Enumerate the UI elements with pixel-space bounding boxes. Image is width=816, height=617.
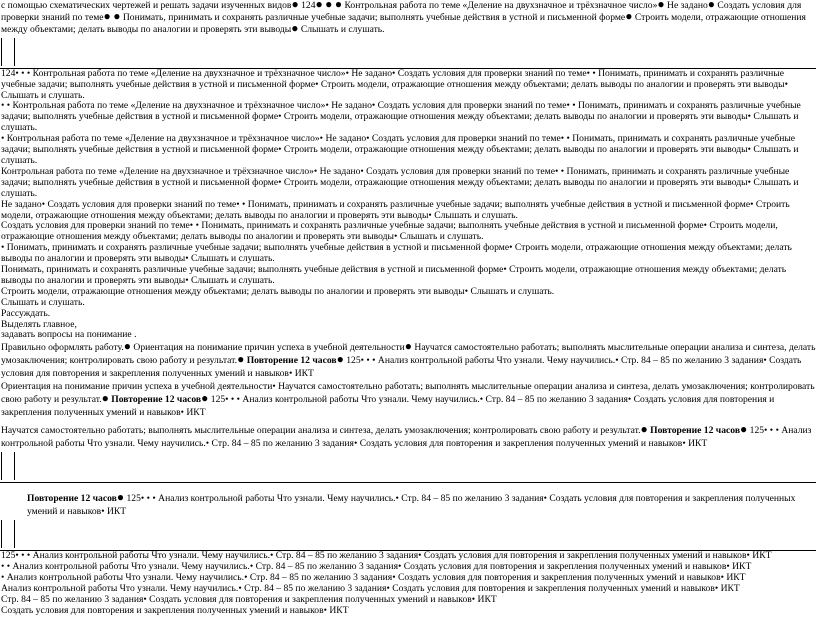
text-block-7 <box>0 551 816 616</box>
bullet-icon: ● <box>334 0 343 11</box>
bullet-icon: ● <box>291 0 299 11</box>
bullet-icon: ● <box>657 0 665 11</box>
list-item: 124• • • Контрольная работа по теме «Деление на двухзначное и трёхзначное число»• Не задано• Создать условия для проверки знаний по теме• • Понимать, принимать и сохранять различные учебные задачи; выполнять учебные действия в устной и письменной форме• Строить модели, отражающие отношения между объектами; делать выводы по аналогии и проверять эти выводы• Слышать и слушать. <box>1 67 788 101</box>
list-item: Создать условия для повторения и закрепления полученных умений и навыков• ИКТ <box>1 604 349 616</box>
table-cell-box <box>1 38 15 66</box>
bullet-icon: ● <box>101 391 109 406</box>
paragraph-intro: с помощью схематических чертежей и решать задачи изученных видов● 124● ● ● Контрольная работа по теме «Деление на двухзначное и трёхзначное число»● Не задано● Создать условия для проверки знаний по теме● ● Понимать, принимать и сохранять различные учебные задачи; выполнять учебные действия в устной и письменной форме● Строить модели, отражающие отношения между объектами; делать выводы по аналогии и проверять эти выводы● Слышать и слушать. <box>0 0 816 36</box>
bullet-icon: ● <box>291 20 299 35</box>
bullet-icon: ● <box>625 8 633 23</box>
bullet-icon: ● <box>116 490 125 505</box>
bullet-icon: ● <box>740 422 748 437</box>
bullet-icon: ● <box>404 339 413 354</box>
list-item: задавать вопросы на понимание . <box>1 329 137 341</box>
bullet-icon: ● <box>123 339 131 354</box>
section-heading: Повторение 12 часов <box>111 394 202 406</box>
bullet-icon: ● <box>103 8 111 23</box>
list-item: Анализ контрольной работы Что узнали. Чему научились.• Стр. 84 – 85 по желанию 3 задания• Создать условия для повторения и закрепления полученных умений и навыков• ИКТ <box>1 583 740 595</box>
section-heading: Повторение 12 часов <box>650 425 741 437</box>
list-item: Контрольная работа по теме «Деление на двухзначное и трёхзначное число»• Не задано• Создать условия для проверки знаний по теме• • Понимать, принимать и сохранять различные учебные задачи; выполнять учебные действия в устной и письменной форме• Строить модели, отражающие отношения между объектами; делать выводы по аналогии и проверять эти выводы• Слышать и слушать. <box>1 165 799 199</box>
paragraph-block-6: Повторение 12 часов● 125• • • Анализ контрольной работы Что узнали. Чему научились.• Стр. 84 – 85 по желанию 3 задания• Создать условия для повторения и закрепления полученных умений и навыков• ИКТ <box>27 490 796 518</box>
list-item: Выделять главное, <box>1 318 77 330</box>
bullet-icon: ● <box>640 422 648 437</box>
text-block-2 <box>0 69 816 342</box>
list-item: Создать условия для проверки знаний по теме• • Понимать, принимать и сохранять различные учебные задачи; выполнять учебные действия в устной и письменной форме• Строить модели, отражающие отношения между объектами; делать выводы по аналогии и проверять эти выводы• Слышать и слушать. <box>1 220 778 243</box>
bullet-icon: ● <box>325 0 333 11</box>
list-item: 125• • • Анализ контрольной работы Что узнали. Чему научились.• Стр. 84 – 85 по желанию 3 задания• Создать условия для повторения и закрепления полученных умений и навыков• ИКТ <box>1 550 772 562</box>
section-heading: Повторение 12 часов <box>27 493 117 505</box>
bullet-icon: ● <box>201 391 209 406</box>
bullet-icon: ● <box>707 0 716 11</box>
list-item: Слышать и слушать. <box>1 296 85 308</box>
paragraph-block-5: Научатся самостоятельно работать; выполнять мыслительные операции анализа и синтеза, делать умозаключения; контролировать свою работу и результат.● Повторение 12 часов● 125• • • Анализ контрольной работы Что узнали. Чему научились.• Стр. 84 – 85 по желанию 3 задания• Создать условия для повторения и закрепления полученных умений и навыков• ИКТ <box>1 422 812 450</box>
section-heading: Повторение 12 часов <box>246 355 337 367</box>
list-item: Стр. 84 – 85 по желанию 3 задания• Создать условия для повторения и закрепления полученных умений и навыков• ИКТ <box>1 594 497 605</box>
list-item: • Анализ контрольной работы Что узнали. Чему научились.• Стр. 84 – 85 по желанию 3 задания• Создать условия для повторения и закрепления полученных умений и навыков• ИКТ <box>1 572 746 584</box>
list-item: • Контрольная работа по теме «Деление на двухзначное и трёхзначное число»• Не задано• Создать условия для проверки знаний по теме• • Понимать, принимать и сохранять различные учебные задачи; выполнять учебные действия в устной и письменной форме• Строить модели, отражающие отношения между объектами; делать выводы по аналогии и проверять эти выводы• Слышать и слушать. <box>1 133 799 166</box>
bullet-icon: ● <box>315 0 323 11</box>
list-item: Понимать, принимать и сохранять различные учебные задачи; выполнять учебные действия в устной и письменной форме• Строить модели, отражающие отношения между объектами; делать выводы по аналогии и проверять эти выводы• Слышать и слушать. <box>1 264 787 286</box>
bullet-icon: ● <box>113 8 121 23</box>
bullet-icon: ● <box>336 352 344 367</box>
list-item: Строить модели, отражающие отношения между объектами; делать выводы по аналогии и проверять эти выводы• Слышать и слушать. <box>1 285 555 297</box>
table-cell-box <box>1 520 15 548</box>
paragraph-block-3: Правильно оформлять работу.● Ориентация на понимание причин успеха в учебной деятельности● Научатся самостоятельно работать; выполнять мыслительные операции анализа и синтеза, делать умозаключения; контролировать свою работу и результат.● Повторение 12 часов● 125• • • Анализ контрольной работы Что узнали. Чему научились.• Стр. 84 – 85 по желанию 3 задания• Создать условия для повторения и закрепления полученных умений и навыков• ИКТ <box>1 339 816 380</box>
list-item: • Понимать, принимать и сохранять различные учебные задачи; выполнять учебные действия в устной и письменной форме• Строить модели, отражающие отношения между объектами; делать выводы по аналогии и проверять эти выводы• Слышать и слушать. <box>1 242 792 265</box>
list-item: Рассуждать. <box>1 307 51 319</box>
list-item: Не задано• Создать условия для проверки знаний по теме• • Понимать, принимать и сохранять различные учебные задачи; выполнять учебные действия в устной и письменной форме• Строить модели, отражающие отношения между объектами; делать выводы по аналогии и проверять эти выводы• Слышать и слушать. <box>1 198 790 221</box>
list-item: • • Контрольная работа по теме «Деление на двухзначное и трёхзначное число»• Не задано• Создать условия для проверки знаний по теме• • Понимать, принимать и сохранять различные учебные задачи; выполнять учебные действия в устной и письменной форме• Строить модели, отражающие отношения между объектами; делать выводы по аналогии и проверять эти выводы• Слышать и слушать. <box>1 100 801 134</box>
paragraph-block-4: Ориентация на понимание причин успеха в учебной деятельности• Научатся самостоятельно работать; выполнять мыслительные операции анализа и синтеза, делать умозаключения; контролировать свою работу и результат.● Повторение 12 часов● 125• • • Анализ контрольной работы Что узнали. Чему научились.• Стр. 84 – 85 по желанию 3 задания• Создать условия для повторения и закрепления полученных умений и навыков• ИКТ <box>1 381 815 419</box>
bullet-icon: ● <box>237 352 245 367</box>
table-cell-box <box>1 452 15 480</box>
list-item: • • Анализ контрольной работы Что узнали. Чему научились.• Стр. 84 – 85 по желанию 3 задания• Создать условия для повторения и закрепления полученных умений и навыков• ИКТ <box>1 561 752 573</box>
